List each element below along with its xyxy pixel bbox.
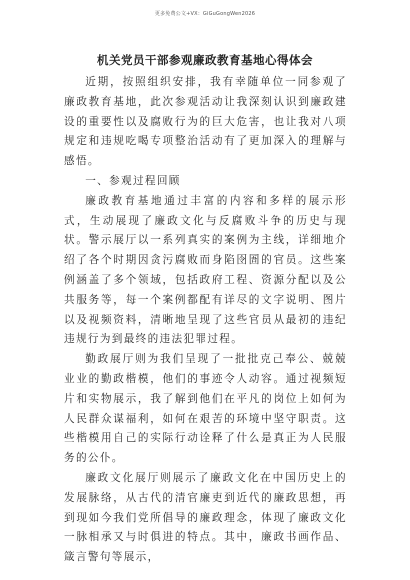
document-title: 机关党员干部参观廉政教育基地心得体会 (97, 53, 313, 67)
paragraph-intro: 近期，按照组织安排，我有幸随单位一同参观了廉政教育基地，此次参观活动让我深刻认识到廉政建设的重要性以及腐败行为的巨大危害，也让我对八项规定和违规吃喝专项整治活动有了更加深入的理解与感悟。 (64, 76, 347, 168)
section-heading: 一、参观过程回顾 (85, 174, 181, 187)
document-body (64, 73, 347, 568)
paragraph-diligence-hall: 勤政展厅则为我们呈现了一批批克己奉公、兢兢业业的勤政楷模，他们的事迹令人动容。通过视频短片和实物展示，我了解到他们在平凡的岗位上如何为人民群众谋福利，如何在艰苦的环境中坚守职责。这些楷模用自己的实际行动诠释了什么是真正为人民服务的公仆。 (64, 353, 347, 465)
paragraph-warning-hall: 廉政教育基地通过丰富的内容和多样的展示形式，生动展现了廉政文化与反腐败斗争的历史与现状。警示展厅以一系列真实的案例为主线，详细地介绍了各个时期因贪污腐败而身陷囹圄的官员。这些案例涵盖了多个领域，包括政府工程、资源分配以及公共服务等，每一个案例都配有详尽的文字说明、图片以及视频资料，清晰地呈现了这些官员从最初的违纪违规行为到最终的违法犯罪过程。 (64, 194, 347, 346)
header-note: 更多免费公文+VX：GiGuGongWen2026 (154, 11, 256, 17)
paragraph-culture-hall: 廉政文化展厅则展示了廉政文化在中国历史上的发展脉络，从古代的清官廉吏到近代的廉政思想，再到现如今我们党所倡导的廉政理念，体现了廉政文化一脉相承又与时俱进的特点。其中，廉政书画作品、箴言警句等展示， (64, 471, 347, 564)
